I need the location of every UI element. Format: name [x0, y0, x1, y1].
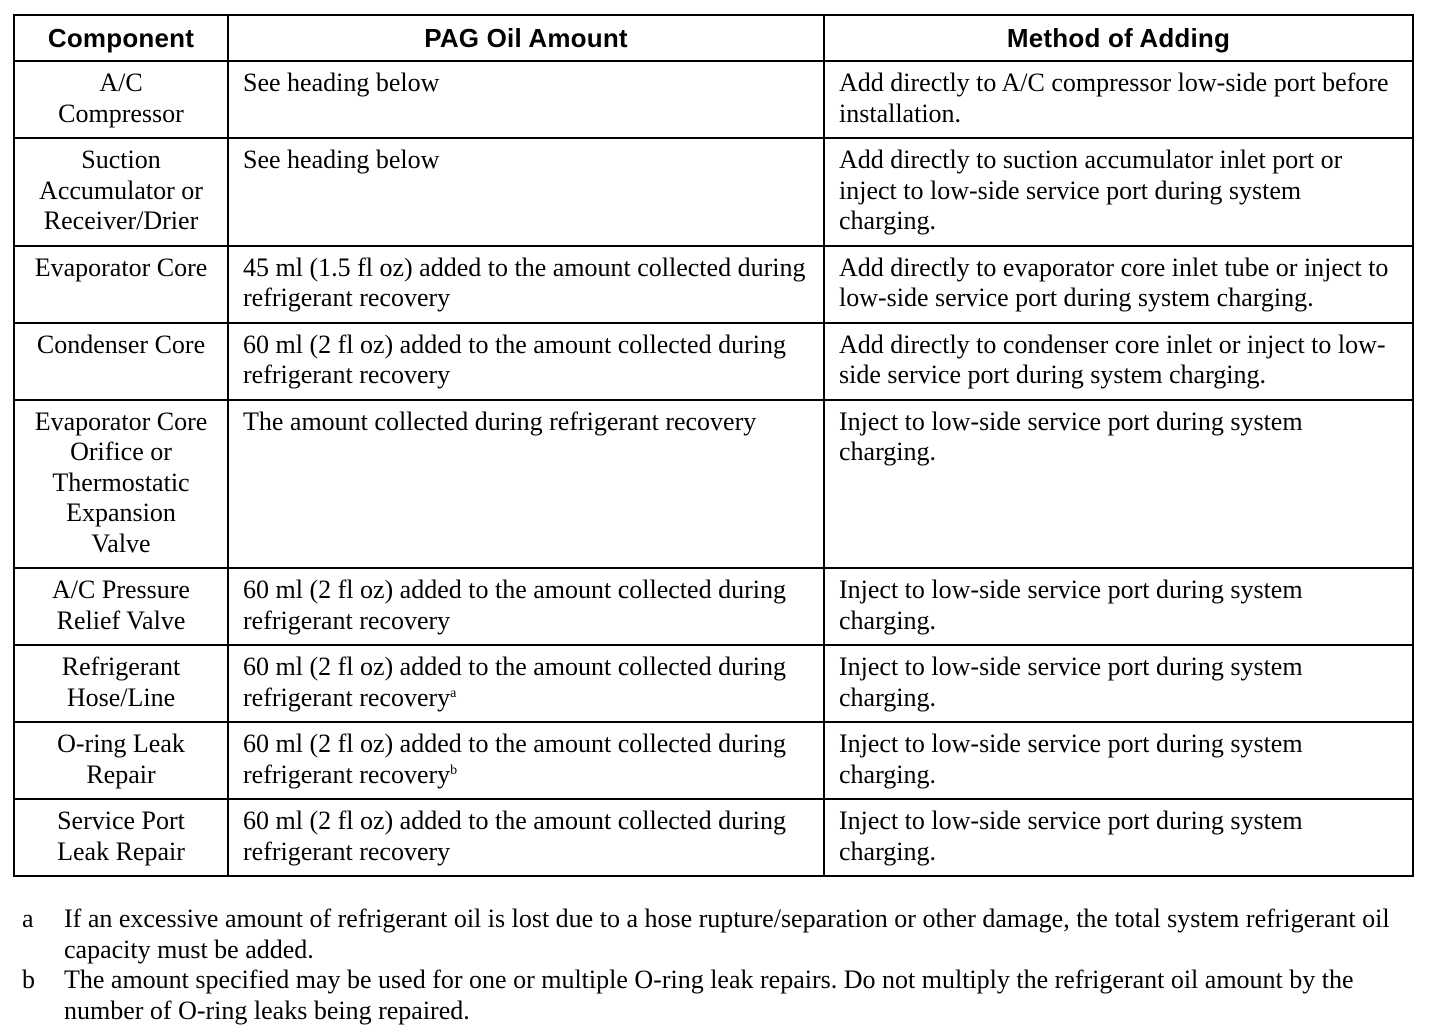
component-line: O-ring Leak	[57, 729, 185, 758]
cell-component	[14, 645, 228, 722]
cell-pag-oil-amount	[228, 722, 824, 799]
table-row	[14, 799, 1413, 876]
pag-oil-table	[13, 14, 1414, 877]
footnote	[22, 965, 1422, 1026]
amount-text: 45 ml (1.5 fl oz) added to the amount collected during refrigerant recovery	[243, 252, 806, 312]
table-row	[14, 246, 1413, 323]
table-body	[14, 61, 1413, 876]
cell-method-of-adding: Inject to low-side service port during system charging.	[824, 799, 1413, 876]
component-line: Expansion	[66, 498, 176, 527]
component-line: Service Port	[57, 806, 185, 835]
cell-component	[14, 400, 228, 569]
cell-pag-oil-amount	[228, 246, 824, 323]
component-line: Orifice or	[70, 437, 172, 466]
component-line: Evaporator Core	[34, 252, 208, 282]
cell-method-of-adding: Add directly to condenser core inlet or inject to low-side service port during system charging.	[824, 323, 1413, 400]
cell-pag-oil-amount	[228, 568, 824, 645]
footnotes	[22, 904, 1422, 1026]
amount-text: 60 ml (2 fl oz) added to the amount collected during refrigerant recovery	[243, 575, 786, 635]
cell-component	[14, 61, 228, 138]
component-line: Compressor	[58, 98, 184, 128]
footnote-letter: a	[22, 904, 34, 933]
cell-method-of-adding: Add directly to evaporator core inlet tube or inject to low-side service port during system charging.	[824, 246, 1413, 323]
header-method-of-adding: Method of Adding	[824, 15, 1413, 61]
cell-pag-oil-amount	[228, 323, 824, 400]
cell-pag-oil-amount	[228, 138, 824, 246]
footnote-text: If an excessive amount of refrigerant oil is lost due to a hose rupture/separation or other damage, the total system refrigerant oil capacity must be added.	[64, 904, 1390, 964]
component-line: Leak Repair	[57, 836, 185, 866]
cell-method-of-adding: Add directly to suction accumulator inlet port or inject to low-side service port during system charging.	[824, 138, 1413, 246]
table-row	[14, 400, 1413, 569]
component-line: Accumulator or	[39, 175, 203, 205]
amount-text: 60 ml (2 fl oz) added to the amount collected during refrigerant recovery	[243, 729, 786, 789]
footnote	[22, 904, 1422, 965]
cell-method-of-adding: Inject to low-side service port during system charging.	[824, 568, 1413, 645]
table-row	[14, 323, 1413, 400]
component-line: A/C	[99, 68, 143, 97]
component-line: Thermostatic	[52, 467, 190, 497]
header-component: Component	[14, 15, 228, 61]
cell-component	[14, 568, 228, 645]
table-row	[14, 645, 1413, 722]
cell-pag-oil-amount	[228, 400, 824, 569]
component-line: Relief Valve	[56, 605, 186, 635]
component-line: A/C Pressure	[52, 575, 190, 604]
table-row	[14, 61, 1413, 138]
cell-component	[14, 799, 228, 876]
cell-component	[14, 722, 228, 799]
footnote-text: The amount specified may be used for one or multiple O-ring leak repairs. Do not multiply the refrigerant oil amount by the number of O-ring leaks being repaired.	[64, 965, 1354, 1025]
footnote-marker: b	[450, 762, 458, 778]
header-pag-oil-amount: PAG Oil Amount	[228, 15, 824, 61]
cell-component	[14, 246, 228, 323]
amount-text: See heading below	[243, 145, 440, 174]
cell-component	[14, 138, 228, 246]
table-row	[14, 138, 1413, 246]
component-line: Evaporator Core	[34, 406, 208, 436]
cell-method-of-adding: Inject to low-side service port during system charging.	[824, 722, 1413, 799]
table-row	[14, 722, 1413, 799]
cell-pag-oil-amount	[228, 61, 824, 138]
footnote-letter: b	[22, 965, 35, 994]
table-header-row	[14, 15, 1413, 61]
cell-component	[14, 323, 228, 400]
component-line: Receiver/Drier	[43, 206, 199, 235]
component-line: Suction	[81, 145, 161, 174]
amount-text: 60 ml (2 fl oz) added to the amount collected during refrigerant recovery	[243, 329, 786, 389]
table-row	[14, 568, 1413, 645]
amount-text: See heading below	[243, 68, 440, 97]
component-line: Repair	[86, 759, 156, 789]
component-line: Refrigerant	[61, 652, 181, 681]
component-line: Hose/Line	[66, 682, 176, 712]
component-line: Valve	[91, 528, 151, 558]
amount-text: 60 ml (2 fl oz) added to the amount collected during refrigerant recovery	[243, 806, 786, 866]
cell-method-of-adding: Inject to low-side service port during system charging.	[824, 400, 1413, 569]
amount-text: 60 ml (2 fl oz) added to the amount collected during refrigerant recovery	[243, 652, 786, 712]
cell-method-of-adding: Add directly to A/C compressor low-side port before installation.	[824, 61, 1413, 138]
cell-pag-oil-amount	[228, 799, 824, 876]
amount-text: The amount collected during refrigerant recovery	[243, 406, 757, 436]
cell-method-of-adding: Inject to low-side service port during system charging.	[824, 645, 1413, 722]
footnote-marker: a	[450, 685, 457, 701]
cell-pag-oil-amount	[228, 645, 824, 722]
component-line: Condenser Core	[36, 329, 206, 359]
